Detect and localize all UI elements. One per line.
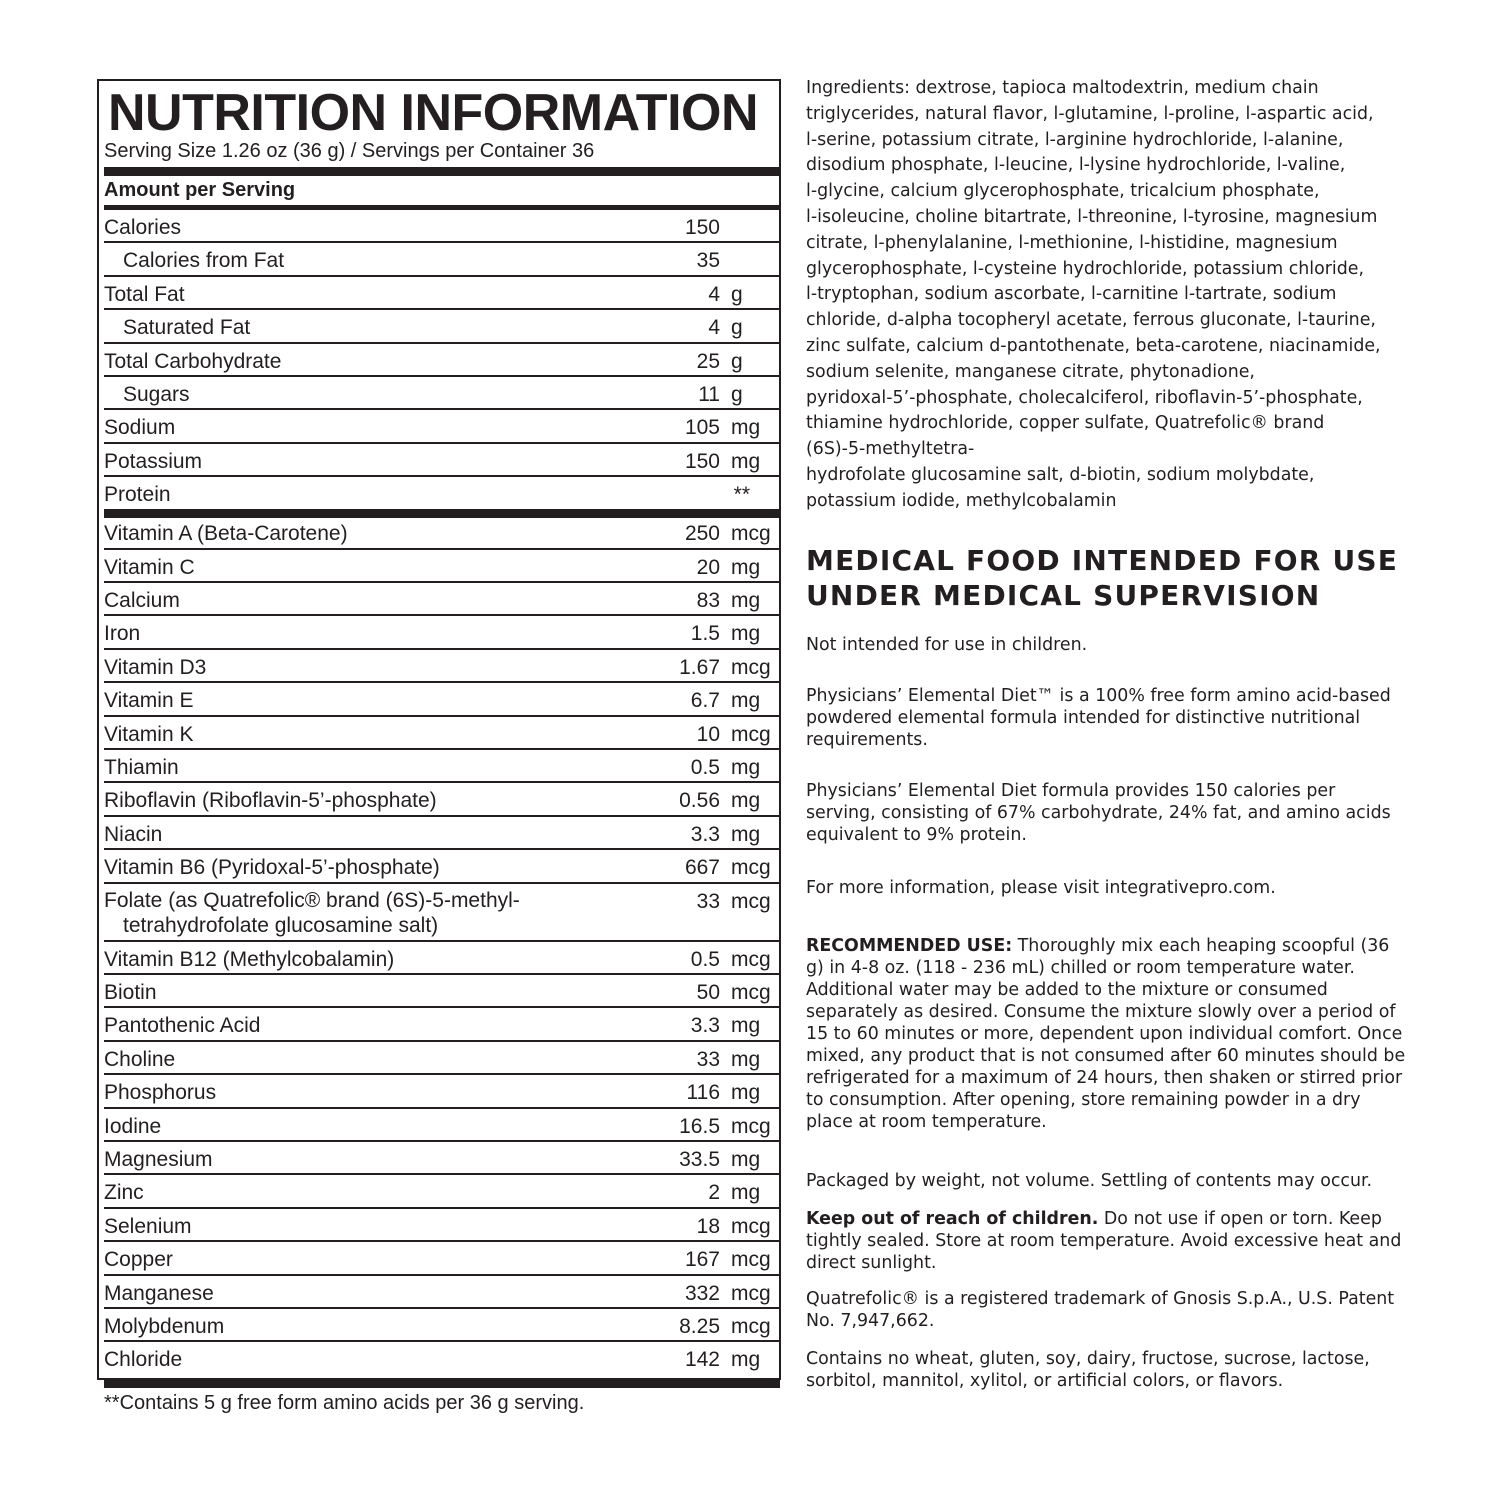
nutrient-name: Selenium xyxy=(104,1214,192,1238)
nutrient-amount: 150 xyxy=(684,216,720,239)
divider-thick xyxy=(104,167,780,176)
nutrient-amount: 116 xyxy=(686,1081,720,1105)
nutrient-unit: g xyxy=(731,349,743,373)
nutrient-amount: 10 xyxy=(696,722,720,746)
nutrient-unit: mg xyxy=(731,1014,761,1038)
nutrient-row xyxy=(104,210,780,243)
nutrient-name: Sugars xyxy=(123,383,190,406)
nutrient-name: Molybdenum xyxy=(104,1315,225,1338)
nutrient-amount: ** xyxy=(733,483,750,507)
nutrient-unit: mg xyxy=(731,1047,761,1071)
ingredients-line: citrate, l-phenylalanine, l-methionine, l-histidine, magnesium xyxy=(806,232,1338,253)
keep-out-text: Do not use if open or torn. Keep tightly sealed. Store at room temperature. Avoid excessive heat and direct sunlight. xyxy=(806,1209,1402,1273)
nutrient-amount: 3.3 xyxy=(690,822,720,846)
nutrient-unit: mg xyxy=(731,1148,761,1171)
nutrient-row xyxy=(104,616,780,649)
ingredients-line: l-tryptophan, sodium ascorbate, l-carnitine l-tartrate, sodium xyxy=(806,284,1337,305)
nutrient-name: Zinc xyxy=(104,1181,144,1205)
trademark-note: Quatrefolic® is a registered trademark of Gnosis S.p.A., U.S. Patent No. 7,947,662. xyxy=(806,1289,1395,1331)
medical-food-heading xyxy=(806,543,1426,613)
divider-thick xyxy=(104,1379,780,1388)
nutrient-name: Thiamin xyxy=(104,756,179,779)
nutrient-amount: 11 xyxy=(698,383,720,406)
medical-heading-line2: UNDER MEDICAL SUPERVISION xyxy=(806,579,1321,612)
nutrient-row xyxy=(104,277,780,310)
recommended-use-text: Thoroughly mix each heaping scoopful (36 g) in 4-8 oz. (118 - 236 mL) chilled or room temperature water. Additional water may be added to the mixture or consumed separately as desired. Consume the mixture slowly over a period of 15 to 60 minutes or more, dependent upon individual comfort. Once mixed, any product that is not consumed after 60 minutes should be refrigerated for a maximum of 24 hours, then shaken or stirred prior to consumption. After opening, store remaining powder in a dry place at room temperature. xyxy=(806,936,1406,1132)
nutrient-name: Pantothenic Acid xyxy=(104,1014,261,1038)
nutrient-name-line2: tetrahydrofolate glucosamine salt) xyxy=(123,913,439,937)
nutrient-amount: 6.7 xyxy=(690,689,720,713)
nutrient-row xyxy=(104,444,780,477)
nutrient-row xyxy=(104,1209,780,1242)
nutrient-unit: mg xyxy=(731,1081,761,1105)
nutrient-row xyxy=(104,750,780,783)
ingredients-line: pyridoxal-5’-phosphate, cholecalciferol, riboflavin-5’-phosphate, xyxy=(806,387,1363,408)
nutrient-name: Calcium xyxy=(104,589,180,612)
nutrient-unit: mg xyxy=(731,822,761,846)
nutrient-unit: mg xyxy=(731,589,761,612)
ingredients-line: disodium phosphate, l-leucine, l-lysine hydrochloride, l-valine, xyxy=(806,155,1346,176)
nutrient-row xyxy=(104,1142,780,1175)
nutrient-row xyxy=(104,583,780,616)
nutrient-amount: 667 xyxy=(684,856,720,880)
nutrient-name: Vitamin E xyxy=(104,689,194,713)
more-info: For more information, please visit integrativepro.com. xyxy=(806,878,1276,898)
nutrient-name: Copper xyxy=(104,1248,173,1272)
nutrient-row xyxy=(104,1342,780,1375)
amount-per-serving-header: Amount per Serving xyxy=(104,179,296,201)
nutrient-row xyxy=(104,1008,780,1041)
nutrient-amount: 18 xyxy=(696,1214,720,1238)
nutrient-amount: 25 xyxy=(696,349,720,373)
nutrient-name: Riboflavin (Riboflavin-5’-phosphate) xyxy=(104,789,437,813)
nutrient-unit: mcg xyxy=(731,1281,771,1305)
nutrient-row xyxy=(104,817,780,850)
nutrient-unit: mcg xyxy=(731,522,771,546)
nutrient-name: Total Carbohydrate xyxy=(104,349,282,373)
nutrient-amount: 16.5 xyxy=(679,1114,720,1138)
keep-out-warning xyxy=(806,1208,1406,1274)
nutrient-name-line1: Folate (as Quatrefolic® brand (6S)-5-methyl- xyxy=(104,888,520,912)
nutrient-unit: mcg xyxy=(731,722,771,746)
nutrient-amount: 2 xyxy=(708,1181,720,1205)
footnote: **Contains 5 g free form amino acids per 36 g serving. xyxy=(104,1392,585,1414)
nutrient-amount: 33 xyxy=(696,1047,720,1071)
nutrient-amount: 105 xyxy=(684,416,720,440)
recommended-use xyxy=(806,935,1406,1133)
nutrient-row xyxy=(104,477,780,507)
nutrient-amount: 167 xyxy=(684,1248,720,1272)
nutrient-row xyxy=(104,683,780,716)
nutrient-name: Total Fat xyxy=(104,282,185,306)
nutrition-panel xyxy=(97,79,781,1414)
nutrient-row xyxy=(104,410,780,443)
nutrient-row xyxy=(104,516,780,549)
ingredients-text xyxy=(806,76,1406,515)
nutrient-amount: 4 xyxy=(708,316,720,340)
nutrient-name: Choline xyxy=(104,1047,176,1071)
nutrient-row xyxy=(104,975,780,1008)
nutrient-amount: 83 xyxy=(696,589,720,612)
nutrient-amount: 0.5 xyxy=(690,947,720,971)
nutrient-unit: mg xyxy=(731,555,761,579)
nutrient-name: Niacin xyxy=(104,822,163,846)
nutrient-name: Potassium xyxy=(104,449,203,473)
ingredients-line: triglycerides, natural flavor, l-glutamine, l-proline, l-aspartic acid, xyxy=(806,103,1374,124)
nutrient-row xyxy=(104,783,780,816)
nutrient-name: Phosphorus xyxy=(104,1081,217,1105)
nutrient-unit: mcg xyxy=(731,655,771,679)
nutrition-title: NUTRITION INFORMATION xyxy=(108,84,759,142)
nutrient-row xyxy=(104,1042,780,1075)
nutrient-name: Calories from Fat xyxy=(123,249,285,273)
nutrient-unit: g xyxy=(731,282,743,306)
nutrient-name: Calories xyxy=(104,216,182,239)
nutrient-row xyxy=(104,310,780,343)
ingredients-line: l-glycine, calcium glycerophosphate, tricalcium phosphate, xyxy=(806,181,1320,202)
nutrient-amount: 8.25 xyxy=(679,1315,720,1338)
nutrient-row xyxy=(104,850,780,883)
medical-heading-line1: MEDICAL FOOD INTENDED FOR USE xyxy=(806,544,1399,577)
nutrient-unit: mg xyxy=(731,1348,761,1372)
nutrient-unit: mg xyxy=(731,449,761,473)
nutrient-unit: mcg xyxy=(731,889,771,913)
ingredients-line: thiamine hydrochloride, copper sulfate, Quatrefolic® brand xyxy=(806,413,1325,434)
nutrient-name: Iron xyxy=(104,622,141,646)
divider-thick xyxy=(104,509,780,518)
nutrient-row xyxy=(104,942,780,975)
contains-no: Contains no wheat, gluten, soy, dairy, fructose, sucrose, lactose, sorbitol, mannitol, xylitol, or artificial colors, or flavors. xyxy=(806,1349,1370,1391)
ingredients-line: l-serine, potassium citrate, l-arginine hydrochloride, l-alanine, xyxy=(806,129,1344,150)
recommended-use-label: RECOMMENDED USE: xyxy=(806,936,1013,956)
nutrient-amount: 3.3 xyxy=(690,1014,720,1038)
nutrient-unit: mg xyxy=(731,689,761,713)
ingredients-line: zinc sulfate, calcium d-pantothenate, beta-carotene, niacinamide, xyxy=(806,335,1381,356)
ingredients-line: hydrofolate glucosamine salt, d-biotin, sodium molybdate, xyxy=(806,464,1315,485)
nutrient-row xyxy=(104,344,780,377)
nutrient-unit: mg xyxy=(731,1181,761,1205)
nutrient-amount: 35 xyxy=(696,249,720,273)
nutrient-unit: g xyxy=(731,383,743,406)
nutrient-amount: 4 xyxy=(708,282,720,306)
nutrient-unit: mg xyxy=(731,789,761,813)
nutrient-name: Magnesium xyxy=(104,1148,213,1171)
nutrient-unit: mcg xyxy=(731,1114,771,1138)
nutrient-row xyxy=(104,243,780,276)
nutrient-row xyxy=(104,884,780,942)
nutrient-row xyxy=(104,1276,780,1309)
nutrient-row xyxy=(104,377,780,410)
nutrient-unit: mg xyxy=(731,622,761,646)
nutrient-unit: mcg xyxy=(731,1214,771,1238)
nutrient-amount: 332 xyxy=(684,1281,720,1305)
ingredients-line: glycerophosphate, l-cysteine hydrochloride, potassium chloride, xyxy=(806,258,1364,279)
nutrient-amount: 142 xyxy=(684,1348,720,1372)
nutrient-row xyxy=(104,1175,780,1208)
nutrient-row xyxy=(104,1309,780,1342)
nutrient-row xyxy=(104,1242,780,1275)
nutrient-amount: 0.56 xyxy=(679,789,720,813)
nutrient-amount: 150 xyxy=(684,449,720,473)
nutrient-name: Iodine xyxy=(104,1114,162,1138)
nutrient-name: Vitamin B12 (Methylcobalamin) xyxy=(104,947,395,971)
nutrient-name: Vitamin K xyxy=(104,722,194,746)
ingredients-line: potassium iodide, methylcobalamin xyxy=(806,490,1117,511)
nutrient-name: Vitamin D3 xyxy=(104,655,207,679)
nutrient-unit: mg xyxy=(731,756,761,779)
nutrient-unit: mcg xyxy=(731,947,771,971)
nutrient-row xyxy=(104,650,780,683)
nutrient-name: Sodium xyxy=(104,416,176,440)
ingredients-line: chloride, d-alpha tocopheryl acetate, ferrous gluconate, l-taurine, xyxy=(806,310,1376,331)
nutrient-name: Vitamin C xyxy=(104,555,195,579)
nutrient-amount: 0.5 xyxy=(690,756,720,779)
nutrient-row xyxy=(104,1075,780,1108)
packaged-note: Packaged by weight, not volume. Settling of contents may occur. xyxy=(806,1171,1373,1191)
nutrient-row xyxy=(104,550,780,583)
nutrient-amount: 50 xyxy=(696,981,720,1004)
nutrient-name: Saturated Fat xyxy=(123,316,251,340)
nutrient-unit: mcg xyxy=(731,1248,771,1272)
ingredients-line: Ingredients: dextrose, tapioca maltodextrin, medium chain xyxy=(806,78,1319,98)
nutrient-unit: g xyxy=(731,316,743,340)
nutrient-name xyxy=(104,888,520,938)
nutrient-unit: mcg xyxy=(731,856,771,880)
description: Physicians’ Elemental Diet™ is a 100% free form amino acid-based powdered elemental formula intended for distinctive nutritional requirements. xyxy=(806,686,1391,750)
serving-size: Serving Size 1.26 oz (36 g) / Servings per Container 36 xyxy=(104,140,595,162)
nutrient-name: Chloride xyxy=(104,1348,183,1372)
nutrient-unit: mcg xyxy=(731,981,771,1004)
nutrient-name: Manganese xyxy=(104,1281,214,1305)
nutrient-name: Vitamin A (Beta-Carotene) xyxy=(104,522,348,546)
nutrient-amount: 33.5 xyxy=(679,1148,720,1171)
not-for-children: Not intended for use in children. xyxy=(806,635,1088,655)
formula-info: Physicians’ Elemental Diet formula provides 150 calories per serving, consisting of 67% carbohydrate, 24% fat, and amino acids equivalent to 9% protein. xyxy=(806,781,1391,845)
nutrient-amount: 1.5 xyxy=(690,622,720,646)
nutrient-unit: mcg xyxy=(731,1315,771,1338)
keep-out-label: Keep out of reach of children. xyxy=(806,1209,1099,1229)
nutrient-name: Protein xyxy=(104,483,171,507)
ingredients-line: (6S)-5-methyltetra- xyxy=(806,439,975,460)
ingredients-line: l-isoleucine, choline bitartrate, l-threonine, l-tyrosine, magnesium xyxy=(806,206,1378,227)
nutrient-row xyxy=(104,1109,780,1142)
nutrient-name: Vitamin B6 (Pyridoxal-5’-phosphate) xyxy=(104,856,440,880)
ingredients-line: sodium selenite, manganese citrate, phytonadione, xyxy=(806,361,1255,382)
nutrient-amount: 1.67 xyxy=(679,655,720,679)
nutrient-unit: mg xyxy=(731,416,761,440)
nutrient-amount: 250 xyxy=(684,522,720,546)
nutrient-amount: 33 xyxy=(696,889,720,913)
nutrient-name: Biotin xyxy=(104,981,157,1004)
nutrient-row xyxy=(104,717,780,750)
nutrient-amount: 20 xyxy=(696,555,720,579)
